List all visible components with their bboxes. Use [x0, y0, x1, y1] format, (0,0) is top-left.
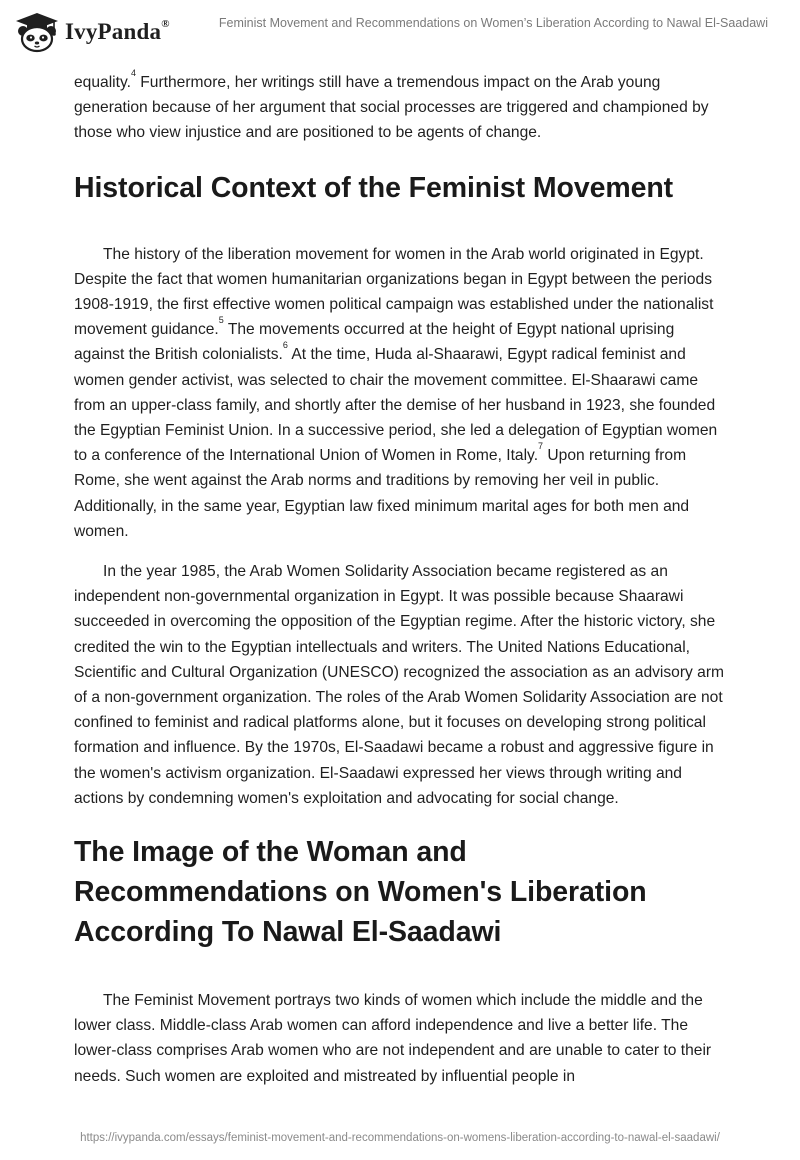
- intro-paragraph: equality.$^4$ Furthermore, her writings still have a tremendous impact on the Arab young generation because of her argument that social processes are triggered and championed by those who view injustice and are positioned to be agents of change.: [74, 68, 709, 142]
- paragraph-feminist-movement: The Feminist Movement portrays two kinds of women which include the middle and the lower class. Middle-class Arab women can afford independence and live a better life. The lower-class comprises Arab women who are not independent and are unable to cater to their needs. Such women are exploited and mistreated by influential people in: [74, 992, 712, 1085]
- footnote-ref[interactable]: 6: [282, 340, 288, 351]
- heading-historical-context: Historical Context of the Feminist Movement: [74, 171, 674, 204]
- paragraph-solidarity-association: In the year 1985, the Arab Women Solidarity Association became registered as an independent non-governmental organization in Egypt. It was possible because Shaarawi succeeded in overcoming the opposition of the Egyptian regime. After the historic victory, she credited the win to the Egyptian intellectuals and writers. The United Nations Educational, Scientific and Cultural Organization (UNESCO) recognized the association as an advisory arm of a non-government organization. The roles of the Arab Women Solidarity Association are not confined to feminist and radical platforms alone, but it focuses on developing strong political formation and influence. By the 1970s, El-Saadawi became a robust and aggressive figure in the women's activism organization. El-Saadawi expressed her views through writing and actions by condemning women's exploitation and advocating for social change.: [74, 563, 725, 807]
- ivypanda-logo[interactable]: [14, 11, 170, 53]
- heading-image-of-woman: The Image of the Woman and Recommendations on Women's Liberation According To Nawal El-Saadawi: [74, 836, 647, 949]
- footnote-ref[interactable]: 4: [130, 68, 136, 78]
- footnote-ref[interactable]: 5: [218, 315, 224, 326]
- panda-graduate-icon: [14, 11, 60, 53]
- document-title: Feminist Movement and Recommendations on Women’s Liberation According to Nawal El-Saadawi: [218, 16, 768, 30]
- essay-content: [74, 70, 726, 1089]
- registered-mark: ®: [161, 18, 170, 31]
- footnote-ref[interactable]: 7: [538, 441, 544, 452]
- source-url[interactable]: https://ivypanda.com/essays/feminist-movement-and-recommendations-on-womens-liberation-according-to-nawal-el-saadawi/: [80, 1132, 720, 1144]
- page-header: [0, 0, 800, 64]
- paragraph-history: The history of the liberation movement for women in the Arab world originated in Egypt. Despite the fact that women humanitarian organizations began in Egypt between the periods 1908-1919, the first effective women political campaign was established under the nationalist movement guidance.$^5$ The movements occurred at the height of Egypt national uprising against the British colonialists.$^6$ At the time, Huda al-Shaarawi, Egypt radical feminist and women gender activist, was selected to chair the movement committee. El-Shaarawi came from an upper-class family, and shortly after the demise of her husband in 1923, she founded the Egyptian Feminist Union. In a successive period, she led a delegation of Egyptian women to a conference of the International Union of Women in Rome, Italy.$^7$ Upon returning from Rome, she went against the Arab norms and traditions by removing her veil in public. Additionally, in the same year, Egyptian law fixed minimum marital ages for both men and women.: [74, 245, 718, 540]
- brand-name: IvyPanda®: [65, 18, 170, 44]
